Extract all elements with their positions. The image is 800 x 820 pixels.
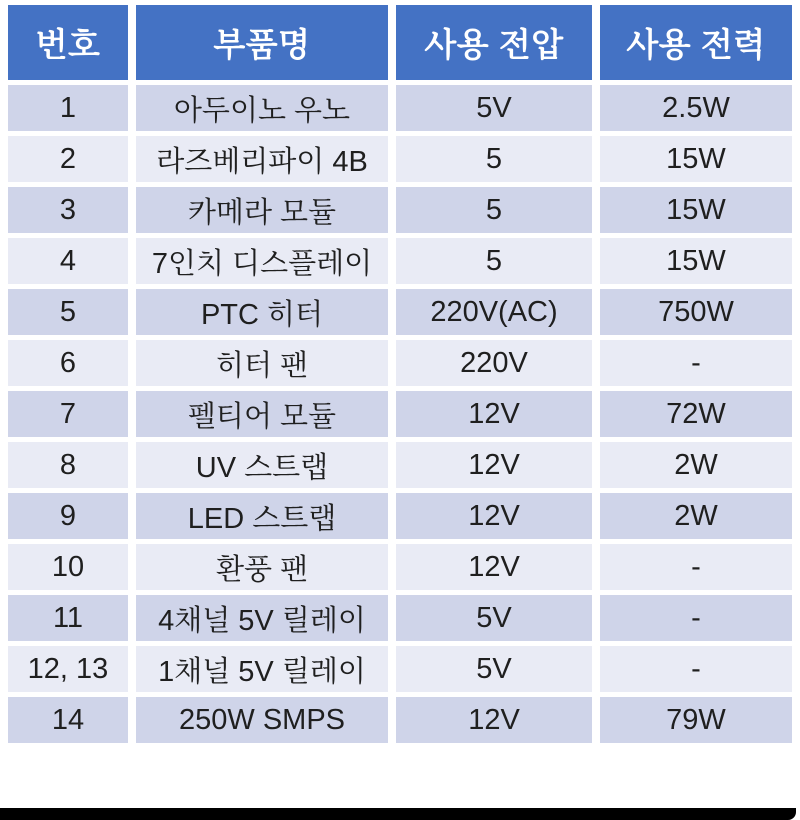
cell-power: - [600,646,792,692]
cell-power: 15W [600,136,792,182]
header-voltage: 사용 전압 [396,5,592,80]
cell-part-name: 펠티어 모듈 [136,391,388,437]
table-row [8,289,792,335]
cell-number: 8 [8,442,128,488]
cell-power: - [600,595,792,641]
cell-power: 2.5W [600,85,792,131]
table-row [8,85,792,131]
cell-voltage: 220V(AC) [396,289,592,335]
table-row [8,544,792,590]
cell-number: 1 [8,85,128,131]
cell-number: 7 [8,391,128,437]
cell-power: - [600,340,792,386]
cell-voltage: 5 [396,238,592,284]
cell-voltage: 5 [396,187,592,233]
cell-number: 3 [8,187,128,233]
cell-number: 4 [8,238,128,284]
cell-voltage: 5 [396,136,592,182]
bottom-black-bar [0,808,796,820]
cell-power: 15W [600,187,792,233]
cell-power: 72W [600,391,792,437]
cell-power: 750W [600,289,792,335]
cell-voltage: 5V [396,595,592,641]
cell-voltage: 5V [396,646,592,692]
cell-voltage: 12V [396,493,592,539]
cell-part-name: 1채널 5V 릴레이 [136,646,388,692]
cell-number: 2 [8,136,128,182]
cell-part-name: 7인치 디스플레이 [136,238,388,284]
table-row [8,442,792,488]
cell-voltage: 220V [396,340,592,386]
table-row [8,595,792,641]
cell-part-name: PTC 히터 [136,289,388,335]
cell-part-name: LED 스트랩 [136,493,388,539]
cell-part-name: 환풍 팬 [136,544,388,590]
cell-voltage: 12V [396,697,592,743]
cell-power: - [600,544,792,590]
cell-part-name: UV 스트랩 [136,442,388,488]
cell-number: 12, 13 [8,646,128,692]
header-part-name: 부품명 [136,5,388,80]
cell-part-name: 라즈베리파이 4B [136,136,388,182]
table-row [8,340,792,386]
table-row [8,136,792,182]
cell-voltage: 12V [396,442,592,488]
cell-power: 79W [600,697,792,743]
table-row [8,187,792,233]
cell-power: 2W [600,493,792,539]
cell-power: 2W [600,442,792,488]
cell-part-name: 아두이노 우노 [136,85,388,131]
cell-part-name: 4채널 5V 릴레이 [136,595,388,641]
cell-number: 14 [8,697,128,743]
cell-number: 10 [8,544,128,590]
table-row [8,391,792,437]
cell-voltage: 12V [396,544,592,590]
cell-number: 6 [8,340,128,386]
header-row [8,5,792,80]
cell-part-name: 카메라 모듈 [136,187,388,233]
header-number: 번호 [8,5,128,80]
table-body [8,85,792,743]
cell-part-name: 히터 팬 [136,340,388,386]
table-row [8,493,792,539]
header-power: 사용 전력 [600,5,792,80]
cell-voltage: 12V [396,391,592,437]
table-row [8,238,792,284]
cell-number: 11 [8,595,128,641]
cell-number: 9 [8,493,128,539]
cell-number: 5 [8,289,128,335]
cell-part-name: 250W SMPS [136,697,388,743]
table-row [8,646,792,692]
cell-power: 15W [600,238,792,284]
table-row [8,697,792,743]
cell-voltage: 5V [396,85,592,131]
